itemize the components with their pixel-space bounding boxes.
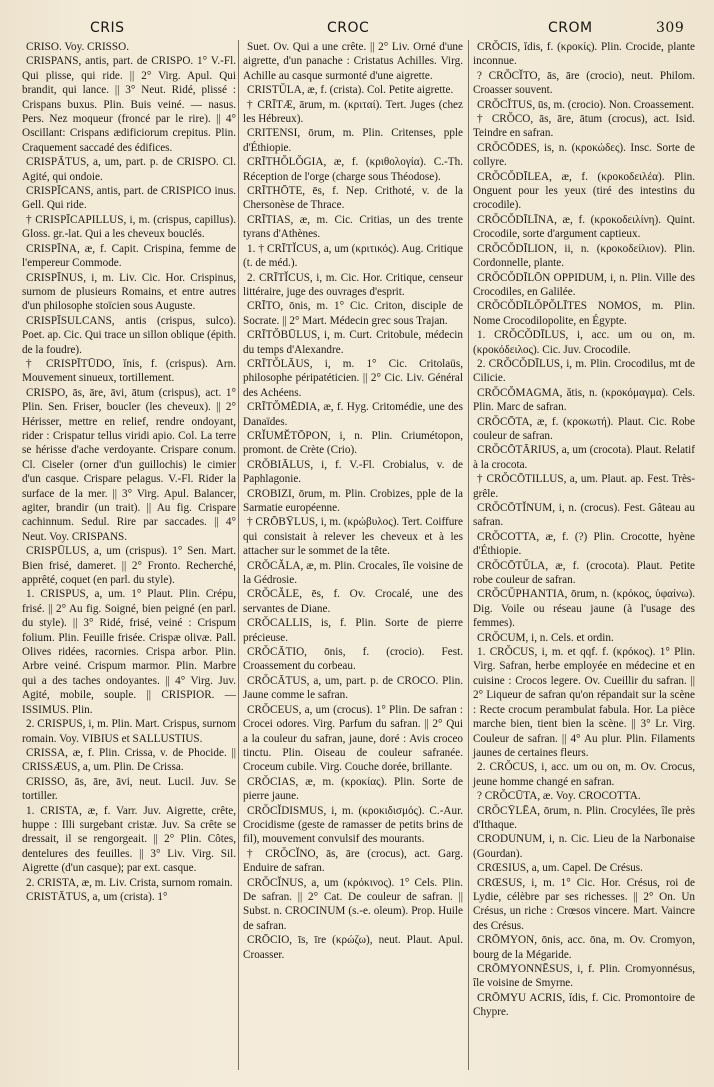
dictionary-entry: CRŎCĂLE, ēs, f. Ov. Crocalé, une des servantes de Diane. [243, 588, 463, 615]
dictionary-entry: CRŎCIAS, æ, m. (κροκίας). Plin. Sorte de pierre jaune. [243, 775, 463, 803]
dictionary-entry: CRISPĀTUS, a, um, part. p. de CRISPO. Cl. Agité, qui ondoie. [22, 156, 236, 183]
dictionary-entry: CRŌMYU ACRIS, ĭdis, f. Cic. Promontoire de Chypre. [473, 991, 695, 1019]
dictionary-entry: 1. CRŎCŎDĪLUS, i, acc. um ou on, m. (κροκόδειλος). Cic. Juv. Crocodile. [473, 329, 695, 356]
dictionary-entry: CRŎCŎDĪLEA, æ, f. (κροκοδειλέα). Plin. Onguent pour les yeux (tiré des intestins du crocodile). [473, 170, 695, 212]
dictionary-entry: 1. CRISPUS, a, um. 1° Plaut. Plin. Crépu, frisé. || 2° Au fig. Soigné, bien peigné (en parl. du style). || 3° Ridé, frisé, veiné : Crispum folium. Plin. Feuille frisée. Crispæ olivæ. Pall. Olives ridées, racornies. Crispa arbor. Plin. Arbre veiné. Crispum marmor. Plin. Marbre qui a des taches ondoyantes. || 4° Virg. Juv. Agité, mobile, souple. || CRISPIOR. — ISSIMUS. Plin. [22, 588, 236, 716]
dictionary-entry: CRISTŬLA, æ, f. (crista). Col. Petite aigrette. [247, 84, 454, 97]
dictionary-entry: CRŎCOTTA, æ, f. (?) Plin. Crocotte, hyène d'Éthiopie. [473, 530, 695, 558]
dictionary-entry: CRĪTO, ōnis, m. 1° Cic. Criton, disciple de Socrate. || 2° Mart. Médecin grec sous Trajan. [243, 300, 463, 327]
dictionary-entry: CRŒSUS, i, m. 1° Cic. Hor. Crésus, roi de Lydie, célèbre par ses richesses. || 2° On. Un Crésus, un riche : Crœsos vincere. Mart. Vaincre des Crésus. [473, 876, 695, 932]
dictionary-entry: CRĪTHŎLŎGIA, æ, f. (κριθολογία). C.-Th. Réception de l'orge (charge sous Théodose). [243, 156, 463, 183]
column-right [473, 40, 695, 1020]
dictionary-entry: CRŎCŌDES, is, n. (κροκώδες). Insc. Sorte de collyre. [473, 141, 695, 169]
column-middle [243, 40, 463, 962]
left-running-head: CRIS [90, 20, 125, 36]
dictionary-entry: † CRISPĪTŪDO, ĭnis, f. (crispus). Arn. Mouvement sinueux, tortillement. [22, 357, 236, 385]
dictionary-entry: CRISPĪNA, æ, f. Capit. Crispina, femme de l'empereur Commode. [22, 242, 236, 270]
dictionary-entry: Suet. Ov. Qui a une crête. || 2° Liv. Orné d'une aigrette, d'un panache : Cristatus Achilles. Virg. Achille au casque surmonté d'une aigrette. [243, 41, 463, 82]
dictionary-entry: CROBIZI, ōrum, m. Plin. Crobizes, pple de la Sarmatie européenne. [243, 487, 463, 514]
dictionary-entry: CRŎCŎDĪLION, ii, n. (κροκοδείλιον). Plin. Cordonnelle, plante. [473, 242, 695, 270]
dictionary-entry: CRISTĀTUS, a, um (crista). 1° [26, 890, 168, 903]
center-running-head: CROC [327, 20, 370, 36]
dictionary-entry: 2. CRŎCŎDĪLUS, i, m. Plin. Crocodilus, mt de Cilicie. [473, 357, 695, 385]
dictionary-entry: CRŎCĬNUS, a, um (κρόκινος). 1° Cels. Plin. De safran. || 2° Cat. De couleur de safran. || Subst. n. CROCINUM (s.-e. oleum). Prop. Huile de safran. [243, 876, 463, 932]
dictionary-entry: CRISPĪNUS, i, m. Liv. Cic. Hor. Crispinus, surnom de plusieurs Romains, et entre autres d'un philosophe stoïcien sous Auguste. [22, 271, 236, 313]
dictionary-entry: CRŎCĀTIO, ōnis, f. (crocio). Fest. Croassement du corbeau. [243, 646, 463, 673]
dictionary-entry: CRĪTŎBŪLUS, i, m. Curt. Critobule, médecin du temps d'Alexandre. [243, 329, 463, 356]
dictionary-entry: CRĪTHŌTE, ēs, f. Nep. Crithoté, v. de la Chersonèse de Thrace. [243, 185, 463, 212]
page-number: 309 [656, 20, 685, 36]
dictionary-entry: 2. CRŎCUS, i, acc. um ou on, m. Ov. Crocus, jeune homme changé en safran. [473, 761, 695, 788]
dictionary-entry: CRISPANS, antis, part. de CRISPO. 1° V.-Fl. Qui plisse, qui ride. || 2° Virg. Apul. Qui brandit, qui lance. || 3° Neut. Ridé, plissé : Crispans buxus. Plin. Buis veiné. — nasus. Pers. Nez moqueur (froncé par le rire). || 4° Oscillant: Crispans ædificiorum crepitus. Plin. Craquement saccadé des édifices. [22, 55, 236, 154]
dictionary-entry: CRŎCŎDĪLĪNA, æ, f. (κροκοδειλίνη). Quint. Crocodile, sorte d'argument captieux. [473, 213, 695, 241]
dictionary-entry: CRŎCĀTUS, a, um, part. p. de CROCO. Plin. Jaune comme le safran. [243, 674, 463, 702]
dictionary-entry: CRODUNUM, i, n. Cic. Lieu de la Narbonaise (Gourdan). [473, 833, 695, 860]
dictionary-entry: † CRŎCŌTILLUS, a, um. Plaut. ap. Fest. Très-grêle. [473, 473, 695, 500]
dictionary-entry: CRŎCĂLA, æ, m. Plin. Crocales, île voisine de la Gédrosie. [243, 559, 463, 587]
dictionary-entry: CRŌMYONNĒSUS, i, f. Plin. Cromyonnésus, île voisine de Smyrne. [473, 963, 695, 990]
dictionary-entry: CRĬUMĔTŌPON, i, n. Plin. Criumétopon, promont. de Crète (Crio). [243, 429, 463, 457]
dictionary-entry: 1. † CRĪTĬCUS, a, um (κριτικός). Aug. Critique (t. de méd.). [243, 242, 463, 270]
dictionary-entry: CRŎCŌTĬNUM, i, n. (crocus). Fest. Gâteau au safran. [473, 502, 695, 529]
dictionary-entry: ? CRŎCŪTA, æ. Voy. CROCOTTA. [477, 790, 641, 803]
dictionary-entry: 2. CRISTA, æ, m. Liv. Crista, surnom romain. [26, 876, 233, 889]
dictionary-entry: 2. CRISPUS, i, m. Plin. Mart. Crispus, surnom romain. Voy. VIBIUS et SALLUSTIUS. [22, 718, 236, 745]
column-divider-right [468, 40, 469, 1070]
dictionary-entry: 1. CRŎCUS, i, m. et qqf. f. (κρόκος). 1° Plin. Virg. Safran, herbe employée en médecine et en cuisine : Crocos legere. Ov. Cueillir du safran. || 2° Liqueur de safran qu'on répandait sur la scène : Recte crocum perambulat fabula. Hor. La pièce marche bien, tient bien la scène. || 3° Lr. Virg. Couleur de safran. || 4° Au plur. Plin. Filaments jaunes de certaines fleurs. [473, 646, 695, 759]
column-left [22, 40, 236, 904]
dictionary-entry: CRŎCŌTA, æ, f. (κροκωτή). Plaut. Cic. Robe couleur de safran. [473, 415, 695, 442]
dictionary-entry: CRŎCEUS, a, um (crocus). 1° Plin. De safran : Crocei odores. Virg. Parfum du safran. || 2° Qui a la couleur du safran, jaune, doré : Avis croceo tinctu. Plin. Oiseau de couleur safranée. Croceum cubile. Virg. Couche dorée, brillante. [243, 703, 463, 774]
dictionary-entry: † CRŎCO, ās, āre, ātum (crocus), act. Isid. Teindre en safran. [473, 113, 695, 140]
dictionary-entry: CRISSA, æ, f. Plin. Crissa, v. de Phocide. || CRISSÆUS, a, um. Plin. De Crissa. [22, 746, 236, 774]
dictionary-entry: CRISPO, ās, āre, āvi, ātum (crispus), act. 1° Plin. Sen. Friser, boucler (les cheveux). || 2° Hérisser, mettre en relief, rendre ondoyant, rider : Crispatur tellus viridi apio. Col. La terre se hérisse d'ache verdoyante. Crispare conum. Cl. Ciseler (orner d'un guillochis) le cimier d'un casque. Crispare pelagus. V.-Fl. Rider la surface de la mer. || 3° Virg. Apul. Balancer, agiter, brandir (un trait). || Au fig. Crispare cachinnum. Sedul. Rire par saccades. || 4° Neut. Voy. CRISPANS. [22, 386, 236, 543]
dictionary-entry: CRŎCALLIS, is, f. Plin. Sorte de pierre précieuse. [243, 617, 463, 644]
dictionary-entry: CRŎCUM, i, n. Cels. et ordin. [477, 631, 614, 644]
dictionary-entry: † CRĪTÆ, ārum, m. (κριταί). Tert. Juges (chez les Hébreux). [243, 98, 463, 126]
dictionary-entry: CRŎCŬPHANTIA, ōrum, n. (κρόκος, ὑφαίνω). Dig. Voile ou réseau jaune (à l'usage des femmes). [473, 588, 695, 630]
dictionary-entry: CRŎCŎDĪLŌN OPPIDUM, i, n. Plin. Ville des Crocodiles, en Galilée. [473, 271, 695, 298]
dictionary-entry: † CRISPĪCAPILLUS, i, m. (crispus, capillus). Gloss. gr.-lat. Qui a les cheveux bouclés. [22, 213, 236, 241]
dictionary-entry: CRĪTŎLĀUS, i, m. 1° Cic. Critolaüs, philosophe péripatéticien. || 2° Cic. Liv. Général des Achéens. [243, 357, 463, 399]
dictionary-entry: CRISPŪLUS, a, um (crispus). 1° Sen. Mart. Bien frisé, dameret. || 2° Fronto. Recherché, apprêté, coquet (en parl. du style). [22, 545, 236, 587]
dictionary-entry: CRĪTIAS, æ, m. Cic. Critias, un des trente tyrans d'Athènes. [243, 213, 463, 241]
dictionary-entry: CRŎCŌTĀRIUS, a, um (crocota). Plaut. Relatif à la crocota. [473, 444, 695, 471]
dictionary-entry: CRŎCĬTUS, ūs, m. (crocio). Non. Croassement. [477, 98, 695, 111]
dictionary-entry: CRŎCĬDISMUS, i, m. (κροκιδισμός). C.-Aur. Crocidisme (geste de ramasser de petits brins de fil), mouvement convulsif des mourants. [243, 804, 463, 846]
dictionary-entry: CRŎCŌTŬLA, æ, f. (crocota). Plaut. Petite robe couleur de safran. [473, 559, 695, 587]
dictionary-entry: 2. CRĪTĬCUS, i, m. Cic. Hor. Critique, censeur littéraire, juge des ouvrages d'esprit. [243, 271, 463, 298]
dictionary-entry: CRISO. Voy. CRISSO. [26, 41, 130, 53]
dictionary-entry: CRŒSIUS, a, um. Capel. De Crésus. [477, 862, 643, 875]
dictionary-entry: † CRŎCĬNO, ās, āre (crocus), act. Garg. Enduire de safran. [243, 847, 463, 875]
dictionary-entry: † CRŌBȲLUS, i, m. (κρώβυλος). Tert. Coiffure qui consistait à relever les cheveux et à les attacher sur le sommet de la tête. [243, 516, 463, 558]
dictionary-entry: 1. CRISTA, æ, f. Varr. Juv. Aigrette, crête, huppe : Illi surgebant cristæ. Juv. Sa crête se dressait, il se rengorgeait. || 2° Plin. Côtes, dentelures des feuilles. || 3° Liv. Virg. Sil. Aigrette (d'un casque); par ext. casque. [22, 804, 236, 875]
dictionary-entry: CRŌMYON, ōnis, acc. ōna, m. Ov. Cromyon, bourg de la Mégaride. [473, 934, 695, 961]
dictionary-entry: CRITENSI, ōrum, m. Plin. Critenses, pple d'Éthiopie. [243, 127, 463, 154]
dictionary-entry: CRISSO, ās, āre, āvi, neut. Lucil. Juv. Se tortiller. [22, 775, 236, 803]
dictionary-entry: CRŎCŎDĪLŎPŎLĪTES NOMOS, m. Plin. Nome Crocodilopolite, en Égypte. [473, 300, 695, 327]
dictionary-entry: CRĪTŎMĒDIA, æ, f. Hyg. Critomédie, une des Danaïdes. [243, 401, 463, 428]
dictionary-entry: CRŎCŎMAGMA, ătis, n. (κροκόμαγμα). Cels. Plin. Marc de safran. [473, 386, 695, 414]
dictionary-entry: ? CRŎCĬTO, ās, āre (crocio), neut. Philom. Croasser souvent. [473, 69, 695, 97]
dictionary-entry: CRISPĪSULCANS, antis (crispus, sulco). Poet. ap. Cic. Qui trace un sillon oblique (épith. de la foudre). [22, 314, 236, 356]
column-divider-left [238, 40, 239, 1070]
dictionary-entry: CRŎCȲLĒA, ōrum, n. Plin. Crocylées, île près d'Ithaque. [473, 804, 695, 831]
dictionary-entry: CRŌCIO, īs, īre (κρώζω), neut. Plaut. Apul. Croasser. [243, 934, 463, 961]
dictionary-entry: CRISPĪCANS, antis, part. de CRISPICO inus. Gell. Qui ride. [22, 185, 236, 212]
dictionary-entry: CRŎCIS, ĭdis, f. (κροκίς). Plin. Crocide, plante inconnue. [473, 41, 695, 68]
dictionary-entry: CRŎBIĀLUS, i, f. V.-Fl. Crobialus, v. de Paphlagonie. [243, 458, 463, 486]
right-running-head: CROM [548, 20, 593, 36]
